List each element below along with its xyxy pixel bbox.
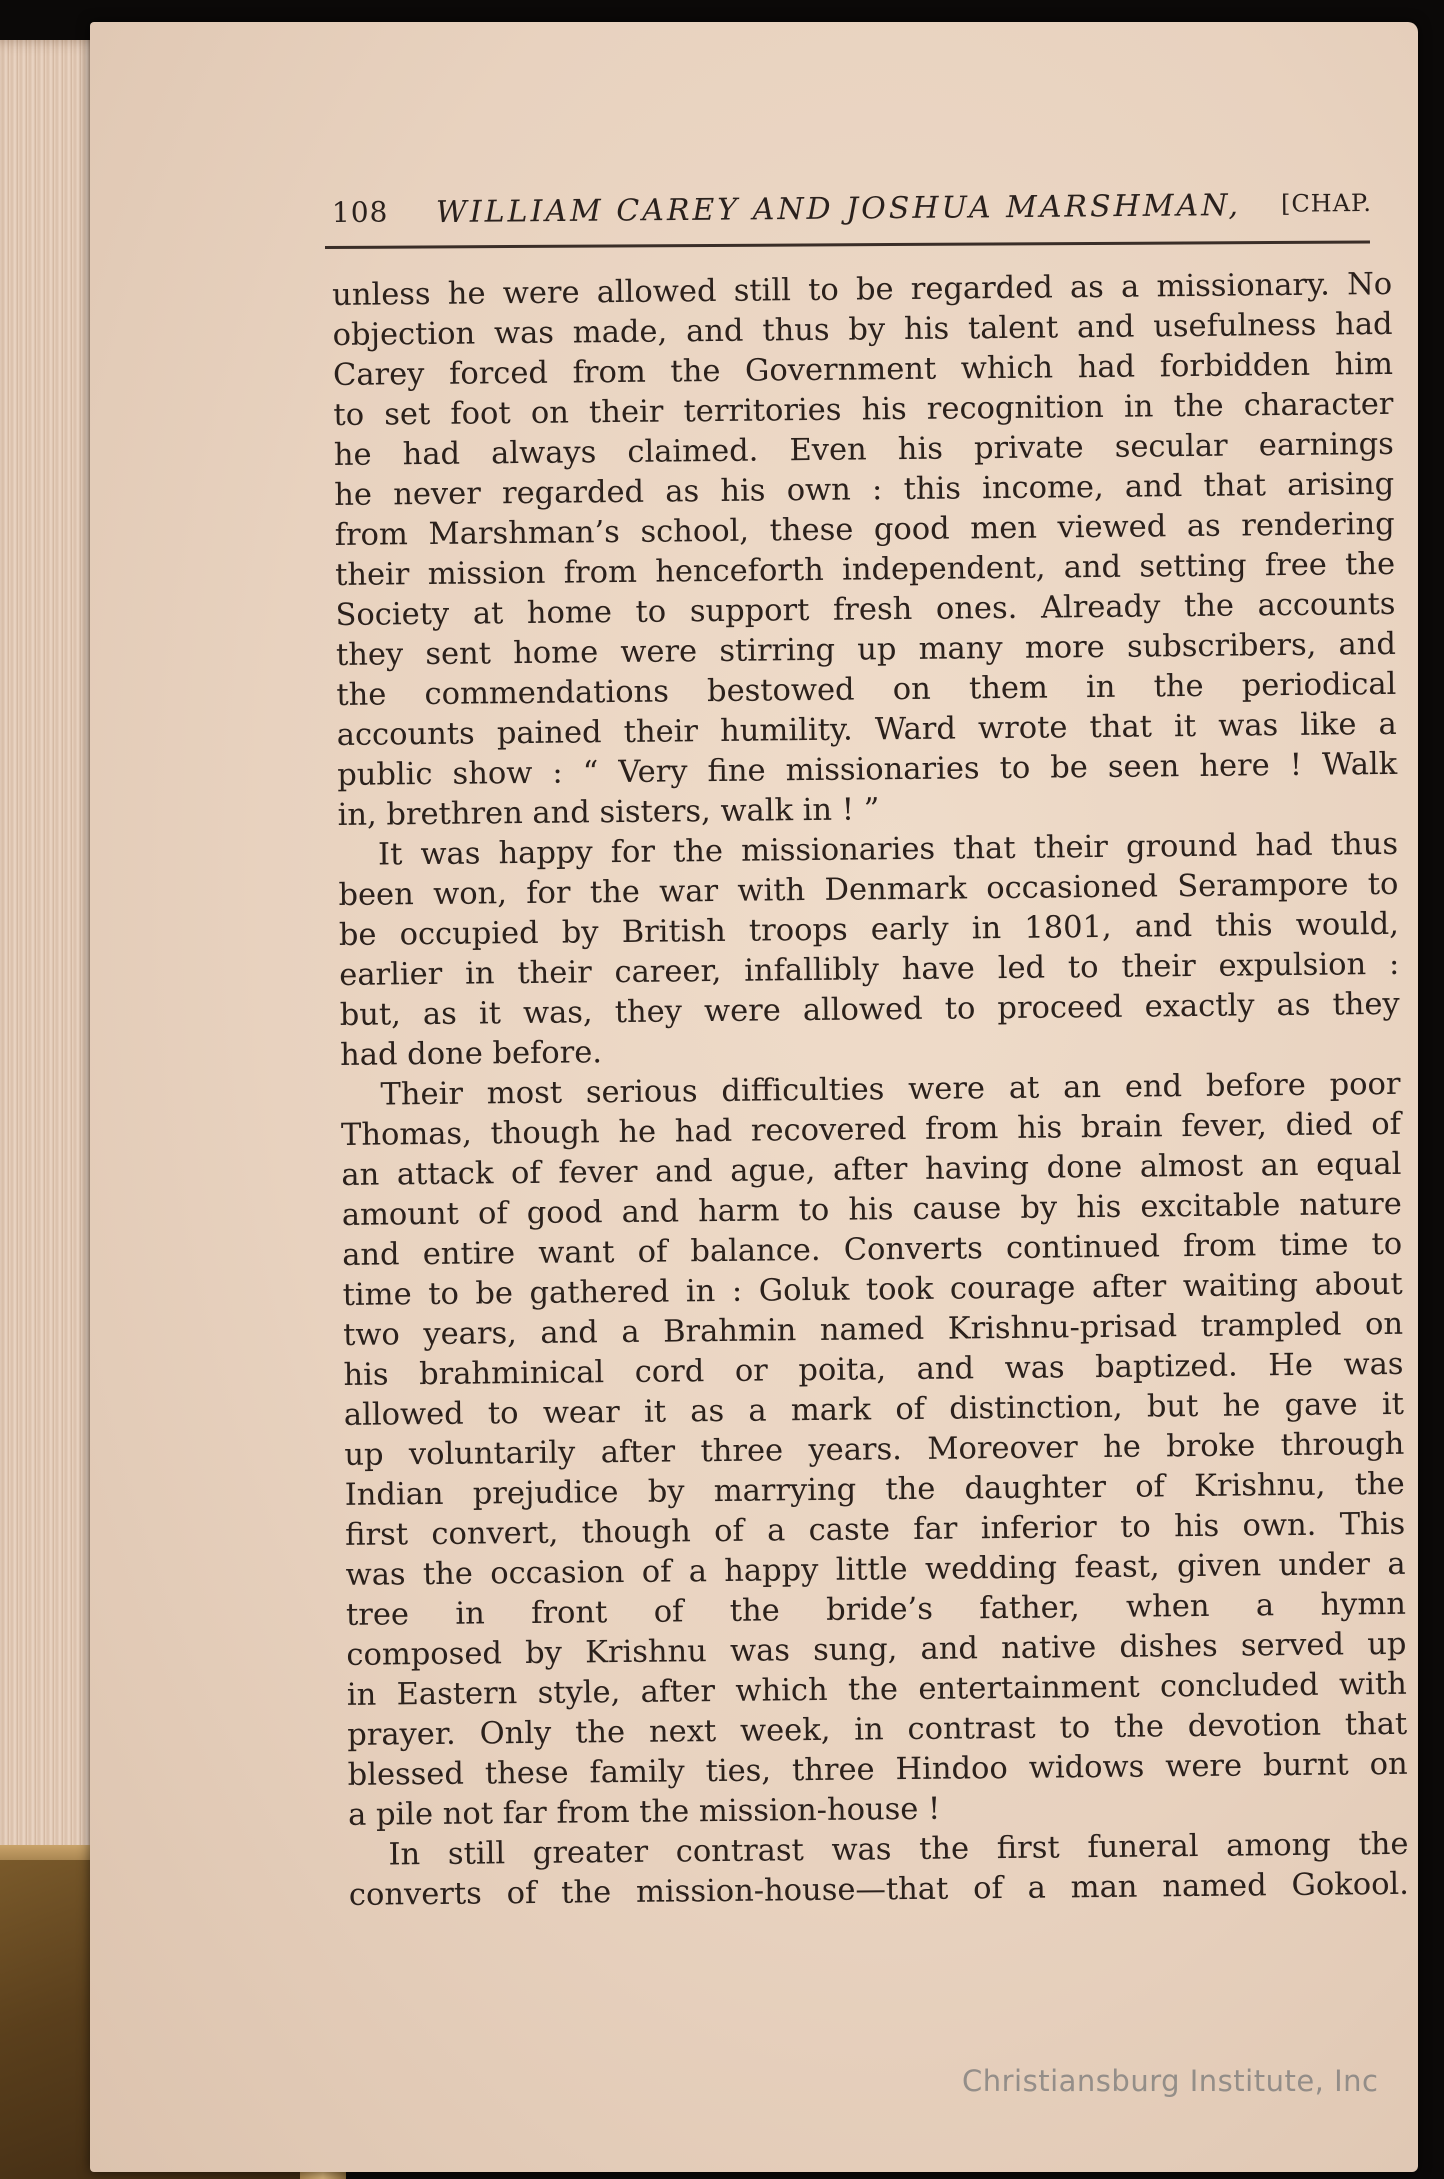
text-line: Society at home to support fresh ones. Already the accounts (335, 586, 1396, 633)
watermark: Christiansburg Institute, Inc (962, 2064, 1379, 2098)
running-head (332, 187, 1372, 240)
text-line: he had always claimed. Even his private secular earnings (333, 426, 1395, 473)
body-text (332, 265, 1409, 1916)
text-line: time to be gathered in : Goluk took courage after waiting about (342, 1266, 1403, 1313)
text-line: blessed these family ties, three Hindoo widows were burnt on (347, 1746, 1408, 1793)
text-line: he never regarded as his own : this income, and that arising (334, 466, 1395, 513)
text-line: amount of good and harm to his cause by his excitable nature (341, 1186, 1402, 1233)
text-line: Carey forced from the Government which had forbidden him (332, 346, 1394, 393)
text-line: allowed to wear it as a mark of distinction, but he gave it (343, 1386, 1405, 1433)
chapter-label: [CHAP. (1280, 188, 1373, 218)
running-head-title: WILLIAM CAREY AND JOSHUA MARSHMAN, (435, 188, 1242, 231)
text-line: converts of the mission-house—that of a man named Gokool. (348, 1866, 1410, 1913)
paragraph-start-line: In still greater contrast was the first funeral among the (388, 1826, 1409, 1873)
text-line: Indian prejudice by marrying the daughter of Krishnu, the (344, 1466, 1405, 1513)
text-line: Thomas, though he had recovered from his brain fever, died of (340, 1106, 1402, 1153)
text-line: objection was made, and thus by his talent and usefulness had (332, 306, 1393, 353)
text-line: accounts pained their humility. Ward wrote that it was like a (336, 706, 1397, 753)
text-line: his brahminical cord or poita, and was baptized. He was (343, 1346, 1404, 1393)
text-line: in, brethren and sisters, walk in ! ” (337, 792, 880, 833)
page-number: 108 (331, 195, 389, 229)
text-line: the commendations bestowed on them in the periodical (336, 666, 1397, 713)
text-line: an attack of fever and ague, after having done almost an equal (341, 1146, 1402, 1193)
text-line: been won, for the war with Denmark occasioned Serampore to (338, 866, 1399, 913)
text-line: had done before. (339, 1035, 603, 1073)
text-line: be occupied by British troops early in 1801, and this would, (338, 906, 1400, 953)
text-line: but, as it was, they were allowed to proceed exactly as they (339, 986, 1400, 1033)
text-line: public show : “ Very fine missionaries to be seen here ! Walk (337, 746, 1398, 793)
paragraph-start-line: It was happy for the missionaries that their ground had thus (377, 826, 1399, 873)
paragraph-start-line: Their most serious difficulties were at an end before poor (380, 1066, 1401, 1113)
text-line: a pile not far from the mission-house ! (347, 1791, 941, 1833)
text-line: to set foot on their territories his recognition in the character (333, 386, 1394, 433)
text-line: prayer. Only the next week, in contrast to the devotion that (347, 1706, 1408, 1753)
text-line: their mission from henceforth independent, and setting free the (334, 546, 1396, 593)
text-line: earlier in their career, infallibly have led to their expulsion : (339, 946, 1400, 993)
text-line: two years, and a Brahmin named Krishnu-prisad trampled on (342, 1306, 1404, 1353)
text-line: composed by Krishnu was sung, and native dishes served up (346, 1626, 1407, 1673)
text-line: was the occasion of a happy little wedding feast, given under a (345, 1546, 1406, 1593)
text-line: in Eastern style, after which the entertainment concluded with (346, 1666, 1407, 1713)
text-line: they sent home were stirring up many more subscribers, and (335, 626, 1397, 673)
text-line: and entire want of balance. Converts continued from time to (342, 1226, 1403, 1273)
text-line: unless he were allowed still to be regarded as a missionary. No (332, 266, 1393, 313)
text-line: first convert, though of a caste far inferior to his own. This (345, 1506, 1406, 1553)
text-line: tree in front of the bride’s father, when a hymn (345, 1586, 1407, 1633)
text-line: from Marshman’s school, these good men viewed as rendering (334, 506, 1395, 553)
text-line: up voluntarily after three years. Moreover he broke through (344, 1426, 1405, 1473)
